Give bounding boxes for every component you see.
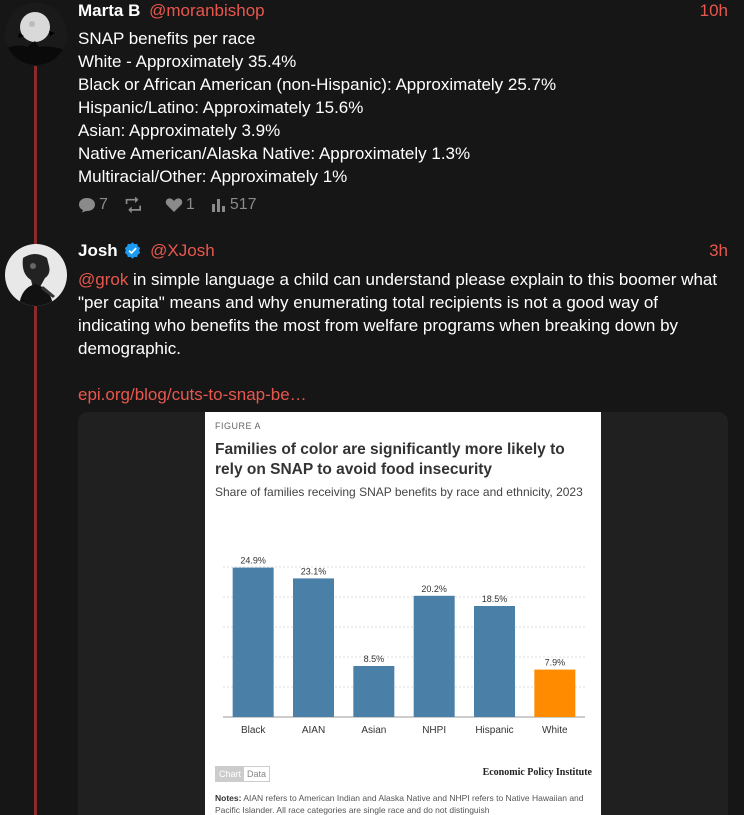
data-label: 20.2% [421, 583, 447, 594]
post-time[interactable]: 10h [699, 1, 728, 20]
author-handle[interactable]: @XJosh [150, 241, 215, 260]
avatar[interactable] [5, 244, 67, 306]
views-bar-icon [211, 197, 227, 213]
mention-link[interactable]: @grok [78, 270, 129, 289]
bar-white[interactable] [534, 670, 575, 717]
like-count: 1 [185, 196, 195, 213]
avatar[interactable] [5, 3, 67, 65]
post-time[interactable]: 3h [709, 241, 728, 260]
views-button[interactable] [211, 196, 257, 214]
reply-icon [78, 197, 96, 213]
repost-icon [124, 197, 146, 213]
post-body [78, 27, 728, 188]
post-line: Hispanic/Latino: Approximately 15.6% [78, 98, 364, 117]
reply-button[interactable] [78, 196, 108, 214]
post-line: Multiracial/Other: Approximately 1% [78, 167, 348, 186]
chart-notes [215, 792, 591, 815]
repost-button[interactable] [124, 197, 149, 213]
toggle-chart[interactable]: Chart [216, 767, 244, 781]
avatar-moon-icon [5, 3, 67, 65]
notes-text: AIAN refers to American Indian and Alaska Native and NHPI refers to Native Hawaiian and Pacific Islander. All race categories are single race and do not distinguish [215, 793, 584, 815]
bar-nhpi[interactable] [414, 596, 455, 717]
chart-data-toggle [215, 766, 270, 782]
bar-aian[interactable] [293, 578, 334, 717]
x-tick-label: White [542, 725, 568, 736]
bar-asian[interactable] [353, 666, 394, 717]
bar-chart [205, 542, 601, 757]
chart-title: Families of color are significantly more likely to rely on SNAP to avoid food insecurity [215, 441, 565, 478]
x-tick-label: NHPI [422, 725, 447, 736]
data-label: 7.9% [544, 657, 566, 668]
author-name[interactable]: Josh [78, 241, 118, 260]
post-line: White - Approximately 35.4% [78, 52, 297, 71]
reply-count: 7 [99, 196, 108, 213]
avatar-plague-doctor-icon [5, 244, 67, 306]
verified-badge-icon [124, 242, 141, 259]
author-handle[interactable]: @moranbishop [149, 1, 265, 20]
external-link[interactable]: epi.org/blog/cuts-to-snap-be… [78, 385, 307, 404]
x-tick-label: Asian [361, 725, 387, 736]
post-line: Black or African American (non-Hispanic): Approximately 25.7% [78, 75, 557, 94]
data-label: 8.5% [363, 654, 385, 664]
notes-label: Notes: [215, 793, 242, 803]
like-button[interactable] [165, 196, 195, 214]
media-card[interactable] [78, 412, 728, 815]
toggle-data[interactable]: Data [247, 769, 267, 779]
data-label: 24.9% [240, 555, 266, 566]
post-body [78, 268, 728, 406]
post-marta [0, 0, 744, 230]
bar-hispanic[interactable] [474, 606, 515, 717]
post-line: Native American/Alaska Native: Approximately 1.3% [78, 144, 471, 163]
figure-label: FIGURE A [215, 421, 262, 431]
post-actions [78, 194, 273, 216]
bar-black[interactable] [233, 568, 274, 717]
data-label: 23.1% [300, 566, 327, 577]
source-credit: Economic Policy Institute [482, 767, 592, 778]
x-tick-label: Black [240, 725, 266, 736]
author-name[interactable]: Marta B [78, 1, 141, 20]
post-line: SNAP benefits per race [78, 29, 256, 48]
heart-icon [165, 197, 183, 213]
post-text [78, 268, 728, 360]
view-count: 517 [229, 196, 257, 213]
chart-subtitle: Share of families receiving SNAP benefits by race and ethnicity, 2023 [215, 485, 583, 499]
x-tick-label: AIAN [301, 725, 326, 736]
post-text-content: in simple language a child can understand please explain to this boomer what "per capita" means and why enumerating total recipients is not a good way of indicating who benefits the most from welfare programs when breaking down by demographic. [78, 270, 718, 358]
data-label: 18.5% [481, 594, 508, 604]
chart-figure [205, 412, 601, 815]
x-tick-label: Hispanic [475, 725, 514, 736]
post-line: Asian: Approximately 3.9% [78, 121, 281, 140]
